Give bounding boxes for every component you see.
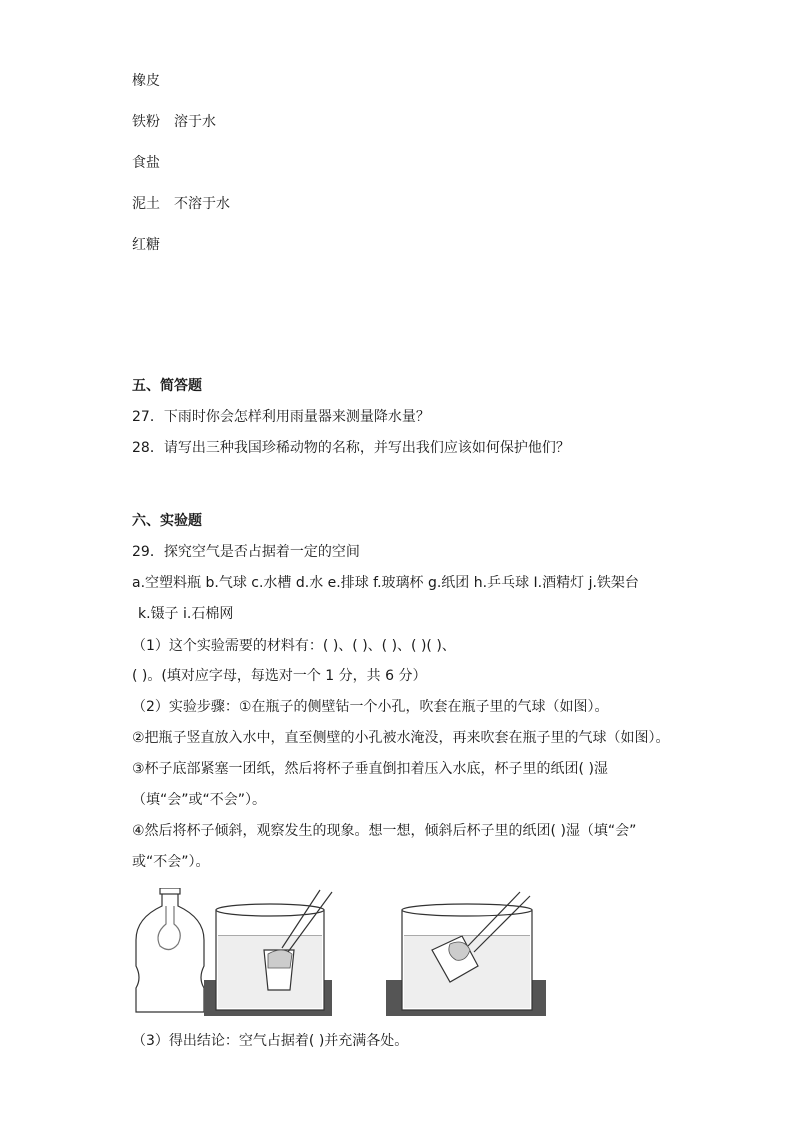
materials-line-1: a.空塑料瓶 b.气球 c.水槽 d.水 e.排球 f.玻璃杯 g.纸团 h.乒乓球 I.酒精灯 j.铁架台 xyxy=(132,575,639,591)
part1-line-2: ( )。(填对应字母，每选对一个 1 分，共 6 分） xyxy=(132,668,427,684)
matching-left-1: 橡皮 xyxy=(132,73,160,89)
experiment-figure xyxy=(132,888,546,1016)
part2-line-4: （填“会”或“不会”）。 xyxy=(132,792,267,808)
part1-line-1: （1）这个实验需要的材料有：( )、( )、( )、( )( )、 xyxy=(132,638,456,654)
part2-line-6: 或“不会”）。 xyxy=(132,854,210,870)
question-28: 28．请写出三种我国珍稀动物的名称，并写出我们应该如何保护他们？ xyxy=(132,440,570,456)
matching-right-1: 溶于水 xyxy=(174,114,216,130)
matching-right-2: 不溶于水 xyxy=(174,196,230,212)
part2-line-5: ④然后将杯子倾斜，观察发生的现象。想一想，倾斜后杯子里的纸团( )湿（填“会” xyxy=(132,823,637,839)
part2-line-2: ②把瓶子竖直放入水中，直至侧壁的小孔被水淹没，再来吹套在瓶子里的气球（如图）。 xyxy=(132,730,670,746)
materials-line-2: k.镊子 i.石棉网 xyxy=(138,606,234,622)
water-tank-upright-cup xyxy=(204,890,332,1016)
matching-left-2: 铁粉 xyxy=(132,114,160,130)
matching-row-4 xyxy=(132,194,230,214)
water-tank-tilted-cup xyxy=(386,892,546,1016)
bottle-with-balloon xyxy=(136,888,204,1012)
question-27: 27．下雨时你会怎样利用雨量器来测量降水量？ xyxy=(132,409,430,425)
matching-row-2 xyxy=(132,112,216,132)
matching-left-4: 泥土 xyxy=(132,196,160,212)
section5-title: 五、简答题 xyxy=(132,378,202,394)
matching-left-5: 红糖 xyxy=(132,237,160,253)
part3-conclusion: （3）得出结论：空气占据着( )并充满各处。 xyxy=(132,1033,409,1049)
part2-line-3: ③杯子底部紧塞一团纸，然后将杯子垂直倒扣着压入水底，杯子里的纸团( )湿 xyxy=(132,761,608,777)
matching-left-3: 食盐 xyxy=(132,155,160,171)
section6-title: 六、实验题 xyxy=(132,513,202,529)
question-29: 29．探究空气是否占据着一定的空间 xyxy=(132,544,360,560)
part2-line-1: （2）实验步骤：①在瓶子的侧壁钻一个小孔，吹套在瓶子里的气球（如图）。 xyxy=(132,699,609,715)
